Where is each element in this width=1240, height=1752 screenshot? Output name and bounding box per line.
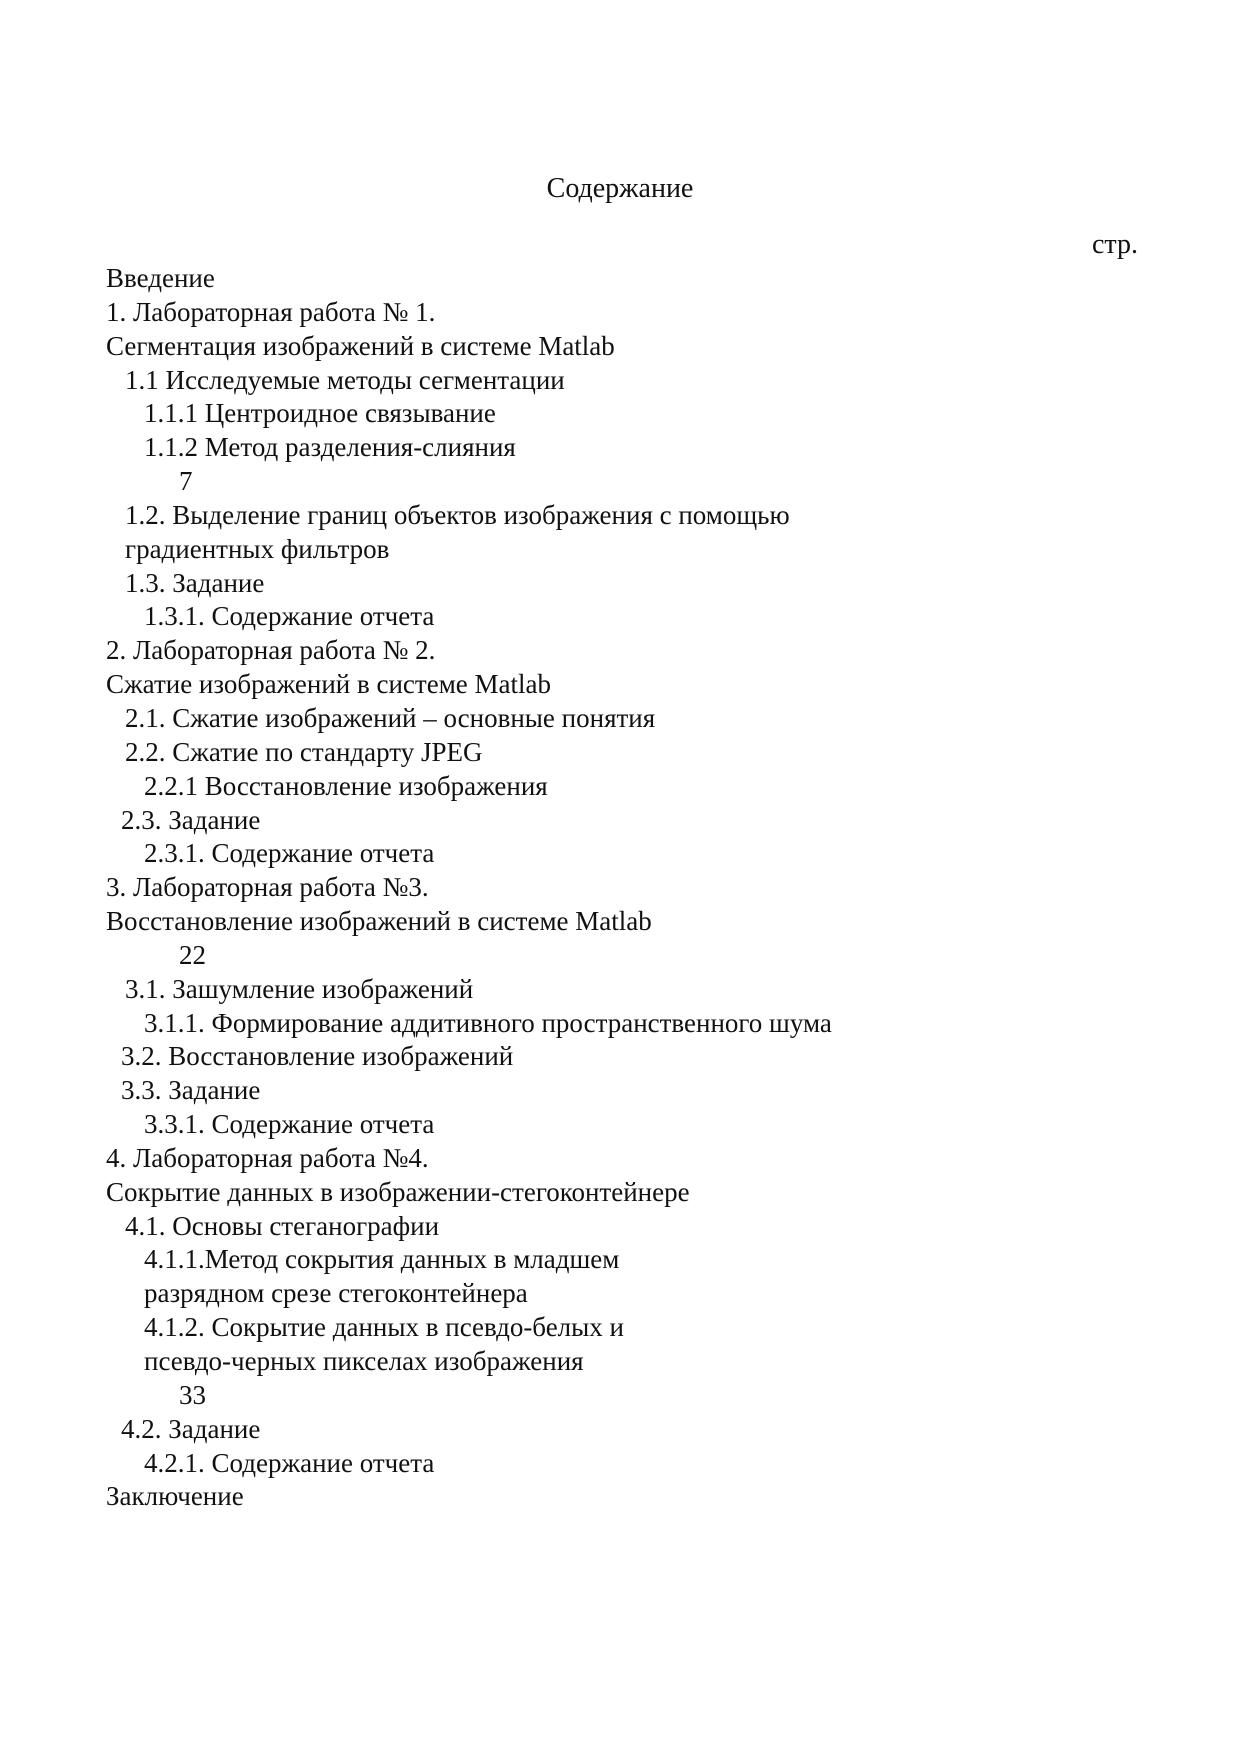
toc-entry: 3.1.1. Формирование аддитивного пространственного шума bbox=[144, 1007, 832, 1038]
toc-entry: 1.3. Задание bbox=[125, 567, 265, 598]
toc-page-number: 33 bbox=[179, 1379, 206, 1410]
toc-page-number: 22 bbox=[179, 939, 206, 970]
toc-entry: Сегментация изображений в системе Matlab bbox=[106, 330, 615, 361]
toc-entry: 2.3.1. Содержание отчета bbox=[144, 838, 435, 869]
toc-entry: 1. Лабораторная работа № 1. bbox=[106, 296, 436, 327]
toc-entry: 4.2.1. Содержание отчета bbox=[144, 1447, 435, 1478]
toc-entry: Сокрытие данных в изображении-стегоконтейнере bbox=[106, 1176, 690, 1207]
toc-entry: разрядном срезе стегоконтейнера bbox=[144, 1278, 528, 1309]
toc-entry: 4.1.2. Сокрытие данных в псевдо-белых и bbox=[144, 1312, 624, 1343]
toc-entry: 4.1.1.Метод сокрытия данных в младшем bbox=[144, 1244, 620, 1275]
toc-entry: 2.1. Сжатие изображений – основные понятия bbox=[125, 702, 656, 733]
toc-entry: 4.2. Задание bbox=[121, 1413, 261, 1444]
toc-entry: псевдо-черных пикселах изображения bbox=[144, 1346, 584, 1376]
toc-entry: 3.3.1. Содержание отчета bbox=[144, 1109, 435, 1140]
toc-entry: 4.1. Основы стеганографии bbox=[125, 1210, 440, 1241]
page-column-label: стр. bbox=[1091, 229, 1138, 260]
toc-entry: 3.3. Задание bbox=[121, 1075, 261, 1106]
toc-page-number: 7 bbox=[179, 466, 193, 497]
toc-entry: 3.1. Зашумление изображений bbox=[125, 973, 474, 1004]
table-of-contents bbox=[106, 262, 1146, 1514]
toc-entry: 1.1.1 Центроидное связывание bbox=[144, 398, 496, 429]
toc-entry: 1.1.2 Метод разделения-слияния bbox=[144, 432, 516, 463]
toc-entry: 2.3. Задание bbox=[121, 804, 261, 835]
toc-entry: 3.2. Восстановление изображений bbox=[121, 1041, 514, 1072]
toc-entry: 2.2.1 Восстановление изображения bbox=[144, 770, 548, 801]
toc-title: Содержание bbox=[546, 173, 694, 204]
toc-entry: Сжатие изображений в системе Matlab bbox=[106, 669, 551, 700]
toc-entry: 4. Лабораторная работа №4. bbox=[106, 1142, 429, 1173]
toc-entry: 1.1 Исследуемые методы сегментации bbox=[125, 364, 565, 395]
toc-entry: 3. Лабораторная работа №3. bbox=[106, 872, 429, 903]
toc-entry: 1.3.1. Содержание отчета bbox=[144, 601, 435, 632]
toc-entry: 1.2. Выделение границ объектов изображения с помощью bbox=[125, 499, 790, 530]
toc-entry: градиентных фильтров bbox=[125, 533, 390, 564]
toc-entry: 2. Лабораторная работа № 2. bbox=[106, 635, 436, 666]
toc-entry: Заключение bbox=[106, 1481, 244, 1512]
toc-entry: Восстановление изображений в системе Matlab bbox=[106, 906, 652, 937]
toc-entry: 2.2. Сжатие по стандарту JPEG bbox=[125, 736, 483, 767]
toc-entry: Введение bbox=[106, 263, 215, 293]
